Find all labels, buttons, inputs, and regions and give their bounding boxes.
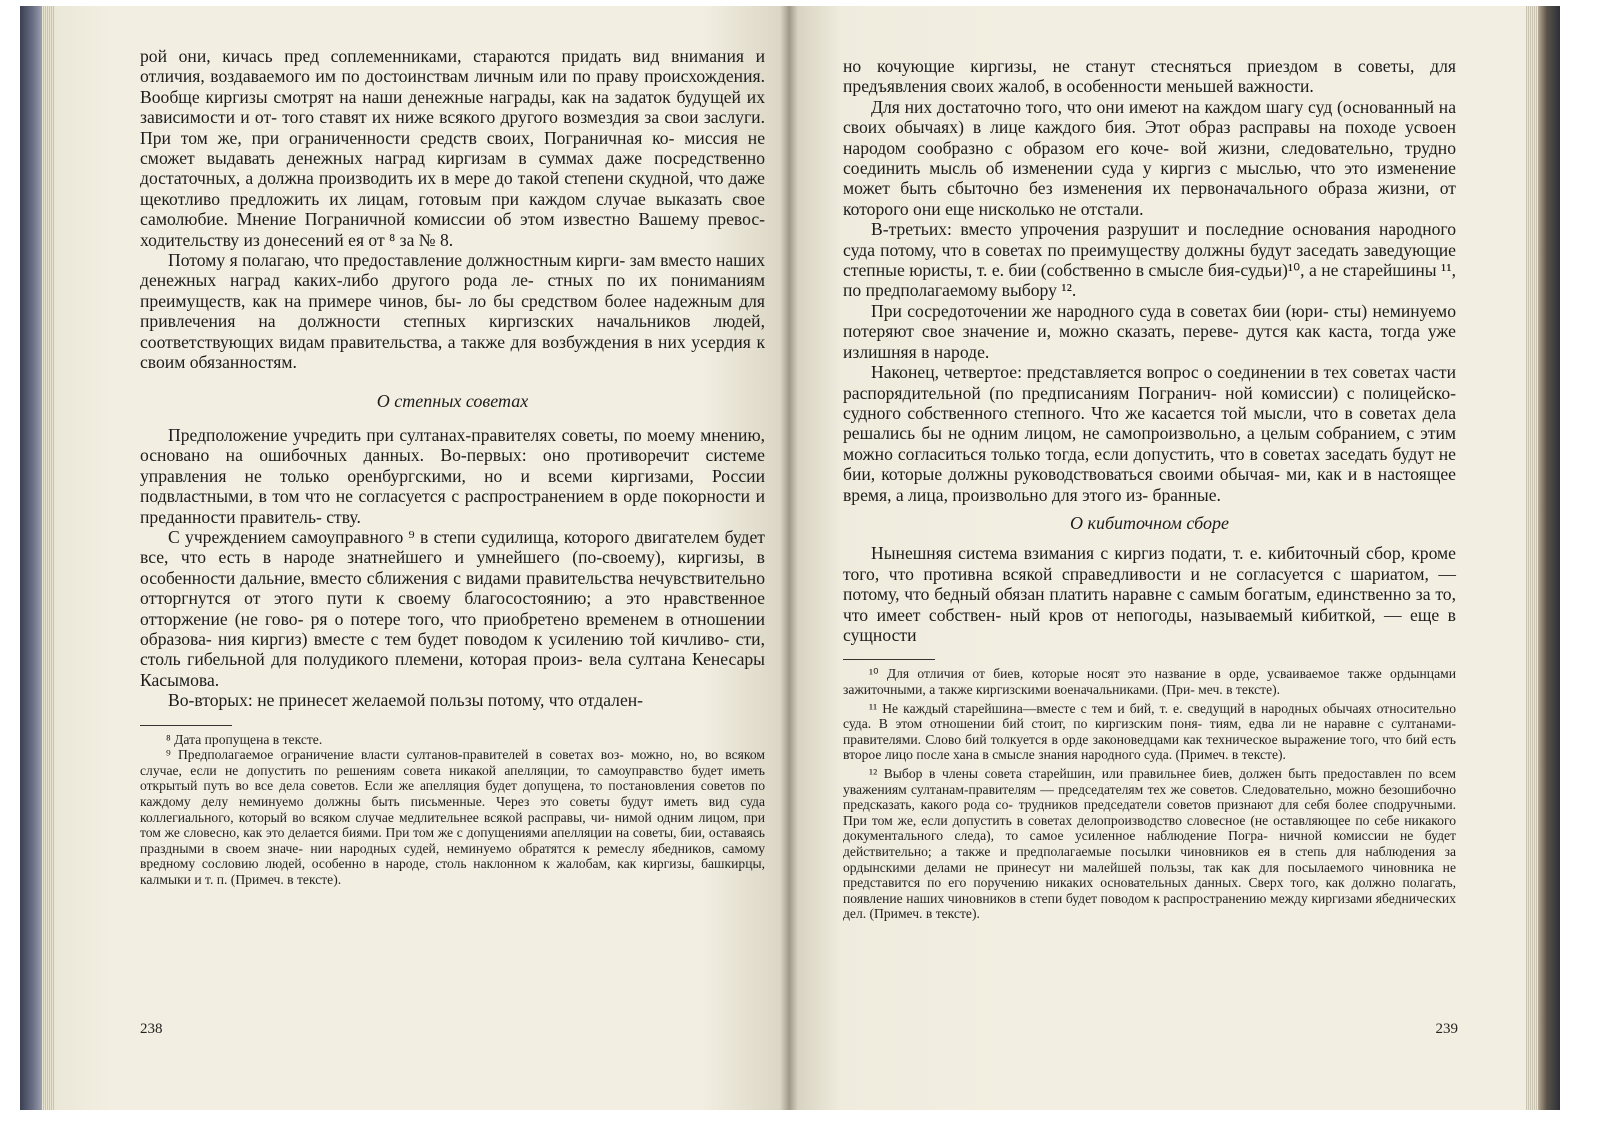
right-page [789,6,1526,1110]
book-cover-right [1538,6,1560,1110]
footnote-11: ¹¹ Не каждый старейшина—вместе с тем и бий, т. е. сведущий в народных обычаях относительно суда. В этом отношении бий стоит, по киргизским поня- тиям, едва ли не наравне с султанами-правителями. Слово бий толкуется в орде законоведцами как техническое выражение того, что бий есть второе лицо после хана в смысле знания народного суда. (Примеч. в тексте). [843,700,1456,763]
footnote-12: ¹² Выбор в члены совета старейшин, или правильнее биев, должен быть предоставлен по всем уважениям султанам-правителям — председателям тех же советов. Следовательно, можно безошибочно предсказать, какого рода со- трудников председатели советов признают для себя более сподручными. При том же, если допустить в советах делопроизводство словесное (не оставляющее по себе никакого документального следа), то самое усиленное наблюдение Погра- ничной комиссии не будет действительно; а также и предполагаемые посылки чиновников ея в степь для наблюдения за ордынскими делами не принесут ни малейшей пользы, так как для посылаемого чиновника не представится по его поручению никаких основательных данных. Сверх того, как должно полагать, появление наших чиновников в степи будет поводом к распространению между киргизами ябеднических дел. (Примеч. в тексте). [843,765,1456,922]
footnote-9: ⁹ Предполагаемое ограничение власти султанов-правителей в советах воз- можно, но, во всяком случае, если не допустить по решениям совета никакой апелляции, то самоуправство будет иметь открытый путь во все дела советов. Если же апелляция будет допущена, то постановления советов по каждому делу неминуемо должны быть письменные. Через это советы будут иметь вид суда коллегиального, который во всяком случае медлительнее всякой расправы, чи- нимой одним лицом, при том же словесно, как это делается биями. При том же с допущениями апелляции на советы, бии, оставаясь праздными в своем значе- нии народных судей, неминуемо обратятся к ремеслу ябедников, самому вредному сословию людей, особенно в народе, столь наклонном к жалобам, как киргизы, башкирцы, калмыки и т. п. (Примеч. в тексте). [140,747,765,887]
right-paragraph-5: Наконец, четвертое: представляется вопрос о соединении в тех советах части распорядительной (по предписаниям Погранич- ной комиссии) с полицейско-судного собственного степного. Что же касается той мысли, что в советах дела решались бы не одним лицом, не самопроизвольно, а целым собранием, с этим можно согласиться только тогда, если допустить, что в советах заседать будут не бии, которые должны руководствоваться своими обычая- ми, как и в настоящее время, а лица, произвольно для этого из- бранные. [843,362,1456,505]
footnote-10: ¹⁰ Для отличия от биев, которые носят это название в орде, усваиваемое также ордынцами зажиточными, а также киргизскими военачальниками. (При- меч. в тексте). [843,666,1456,697]
left-page [54,6,789,1110]
left-paragraph-3: Предположение учредить при султанах-правителях советы, по моему мнению, основано на ошибочных данных. Во-первых: оно противоречит системе управления не только оренбургскими, но и всеми киргизами, России подвластными, в том что не согласуется с распространением в орде покорности и преданности правитель- ству. [140,424,765,527]
book-cover-left [20,6,42,1110]
right-paragraph-1: но кочующие киргизы, не станут стесняться приездом в советы, для предъявления своих жалоб, в особенности меньшей важности. [843,56,1456,97]
section-heading-steppe-councils: О степных советах [376,390,529,411]
right-paragraph-2: Для них достаточно того, что они имеют на каждом шагу суд (основанный на своих обычаях) в лице каждого бия. Этот образ расправы на походе усвоен народом сообразно с образом его коче- вой жизни, следовательно, трудно соединить мысль об изменении суда у киргиз с мыслью, что это изменение может быть сбыточно без изменения их первоначального образа жизни, от которого они еще нисколько не отстали. [843,96,1456,219]
left-footnotes [140,732,765,888]
page-number-right: 239 [1435,1021,1458,1037]
section-heading-kibitka-tax: О кибиточном сборе [1070,512,1229,533]
footnote-rule-right [843,659,935,660]
right-body-text [843,56,1456,645]
footnote-rule-left [140,725,232,726]
left-paragraph-5: Во-вторых: не принесет желаемой пользы потому, что отдален- [168,690,644,711]
left-paragraph-2: Потому я полагаю, что предоставление должностным кирги- зам вместо наших денежных наград каких-либо другого рода ле- стных по их пониманиям преимуществ, как на примере чинов, бы- ло бы средством более надежным для привлечения на должности степных киргизских начальников людей, соответствующих видам правительства, а также для возбуждения в них усердия к своим обязанностям. [140,250,765,373]
page-edges-left [42,6,54,1110]
left-paragraph-4: С учреждением самоуправного ⁹ в степи судилища, которого двигателем будет все, что есть в народе знатнейшего и умнейшего (по-своему), киргизы, в особенности дальние, вместо сближения с видами правительства нечувствительно отторгнутся от этого пути к своему благосостоянию; а это нравственное отторжение (не гово- ря о потере того, что приобретено временем в отношении образова- ния киргиз) вместе с тем будет поводом к усилению той кичливо- сти, столь гибельной для полудикого племени, которая произ- вела султана Кенесары Касымова. [140,526,765,690]
right-paragraph-6: Нынешняя система взимания с киргиз подати, т. е. кибиточный сбор, кроме того, что противна всякой справедливости и не согласуется с шариатом, — потому, что бедный обязан платить наравне с самым богатым, единственно за то, что имеет собствен- ный кров от непогоды, называемый кибиткой, — еще в сущности [843,543,1456,645]
right-paragraph-4: При сосредоточении же народного суда в советах бии (юри- сты) неминуемо потеряют свое значение и, можно сказать, переве- дутся как каста, тогда уже излишняя в народе. [843,300,1456,362]
right-footnotes [843,666,1456,922]
left-body-text [140,46,765,711]
page-number-left: 238 [140,1021,163,1037]
book-gutter-shadow [780,6,798,1110]
left-paragraph-1: рой они, кичась пред соплеменниками, стараются придать вид внимания и отличия, воздаваемого им по достоинствам личным или по праву происхождения. Вообще киргизы смотрят на наши денежные награды, как на задаток будущей их зависимости и от- того ставят их ниже всякого другого возмездия за свои заслуги. При том же, при ограниченности средств своих, Пограничная ко- миссия не сможет выдавать денежных наград киргизам в суммах даже посредственно достаточных, а должна производить их в мере до такой степени скудной, что даже щекотливо предложить их лицам, готовым при каждом случае выказать свое самолюбие. Мнение Пограничной комиссии об этом известно Вашему превос- ходительству из донесений ея от ⁸ за № 8. [140,46,765,250]
footnote-8: ⁸ Дата пропущена в тексте. [166,731,323,747]
right-paragraph-3: В-третьих: вместо упрочения разрушит и последние основания народного суда потому, что в советах по преимуществу должны будут заседать заведующие степные юристы, т. е. бии (собственно в смысле бия-судьи)¹⁰, а не старейшины ¹¹, по предполагаемому выбору ¹². [843,219,1456,301]
page-edges-right [1526,6,1538,1110]
open-book [20,6,1560,1110]
